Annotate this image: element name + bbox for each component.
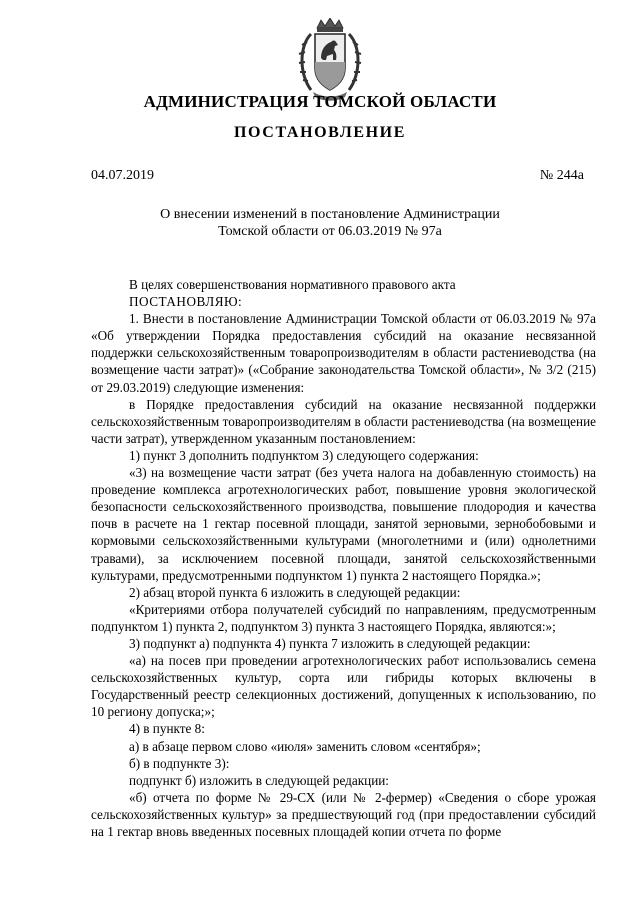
body-paragraph: подпункт б) изложить в следующей редакции: [129,772,389,788]
document-body [91,276,596,840]
document-number: № 244а [539,168,584,183]
document-date: 04.07.2019 [91,168,154,183]
body-paragraph: 1. Внести в постановление Администрации Томской области от 06.03.2019 № 97а «Об утверждении Порядка предоставления субсидий на оказание несвязанной поддержки сельскохозяйственным товаропроизводителям в области растениеводства (на возмещение части затрат)» («Собрание законодательства Томской области», № 3/2 (215) от 29.03.2019) следующие изменения: [91,311,596,395]
body-paragraph: 1) пункт 3 дополнить подпунктом 3) следующего содержания: [129,447,479,463]
body-paragraph: а) в абзаце первом слово «июля» заменить словом «сентября»; [129,738,481,754]
document-type: ПОСТАНОВЛЕНИЕ [234,124,406,141]
body-paragraph: 3) подпункт а) подпункта 4) пункта 7 изложить в следующей редакции: [129,635,531,651]
body-paragraph: «3) на возмещение части затрат (без учета налога на добавленную стоимость) на проведение комплекса агротехнологических работ, повышение уровня экологической безопасности сельскохозяйственного производства, повышение плодородия и качества почв в расчете на 1 гектар посевной площади, занятой зерновыми, зернобобовыми и кормовыми сельскохозяйственными культурами (многолетними и (или) однолетними травами), за исключением посевной площади, занятой сельскохозяйственными культурами, предусмотренными подпунктом 1) пункта 2 настоящего Порядка.»; [91,465,596,583]
body-paragraph: «а) на посев при проведении агротехнологических работ использовались семена сельскохозяйственных культур, сорта или гибриды которых включены в Государственный реестр селекционных достижений, допущенных к использованию, по 10 региону допуска;»; [91,653,596,720]
decree-word: ПОСТАНОВЛЯЮ: [129,294,243,310]
preamble-paragraph: В целях совершенствования нормативного правового акта [129,277,456,292]
body-paragraph: «б) отчета по форме № 29-СХ (или № 2-фермер) «Сведения о сборе урожая сельскохозяйственных культур» за предшествующий год (при предоставлении субсидий на 1 гектар вновь введенных посевных площадей копии отчета по форме [91,789,596,839]
body-paragraph: 2) абзац второй пункта 6 изложить в следующей редакции: [129,584,461,600]
body-paragraph: в Порядке предоставления субсидий на оказание несвязанной поддержки сельскохозяйственным товаропроизводителям в области растениеводства (на возмещение части затрат), утвержденном указанным постановлением: [91,396,596,446]
body-paragraph: 4) в пункте 8: [129,721,205,737]
subject-line: О внесении изменений в постановление Администрации [160,207,500,222]
body-paragraph: «Критериями отбора получателей субсидий по направлениям, предусмотренным подпунктом 1) пункта 2, подпунктом 3) пункта 3 настоящего Порядка, являются:»; [91,601,596,634]
subject-line: Томской области от 06.03.2019 № 97а [218,224,442,239]
coat-of-arms-icon [297,18,363,102]
document-subject [150,206,510,240]
organization-name: АДМИНИСТРАЦИЯ ТОМСКОЙ ОБЛАСТИ [143,92,497,111]
body-paragraph: б) в подпункте 3): [129,755,230,771]
